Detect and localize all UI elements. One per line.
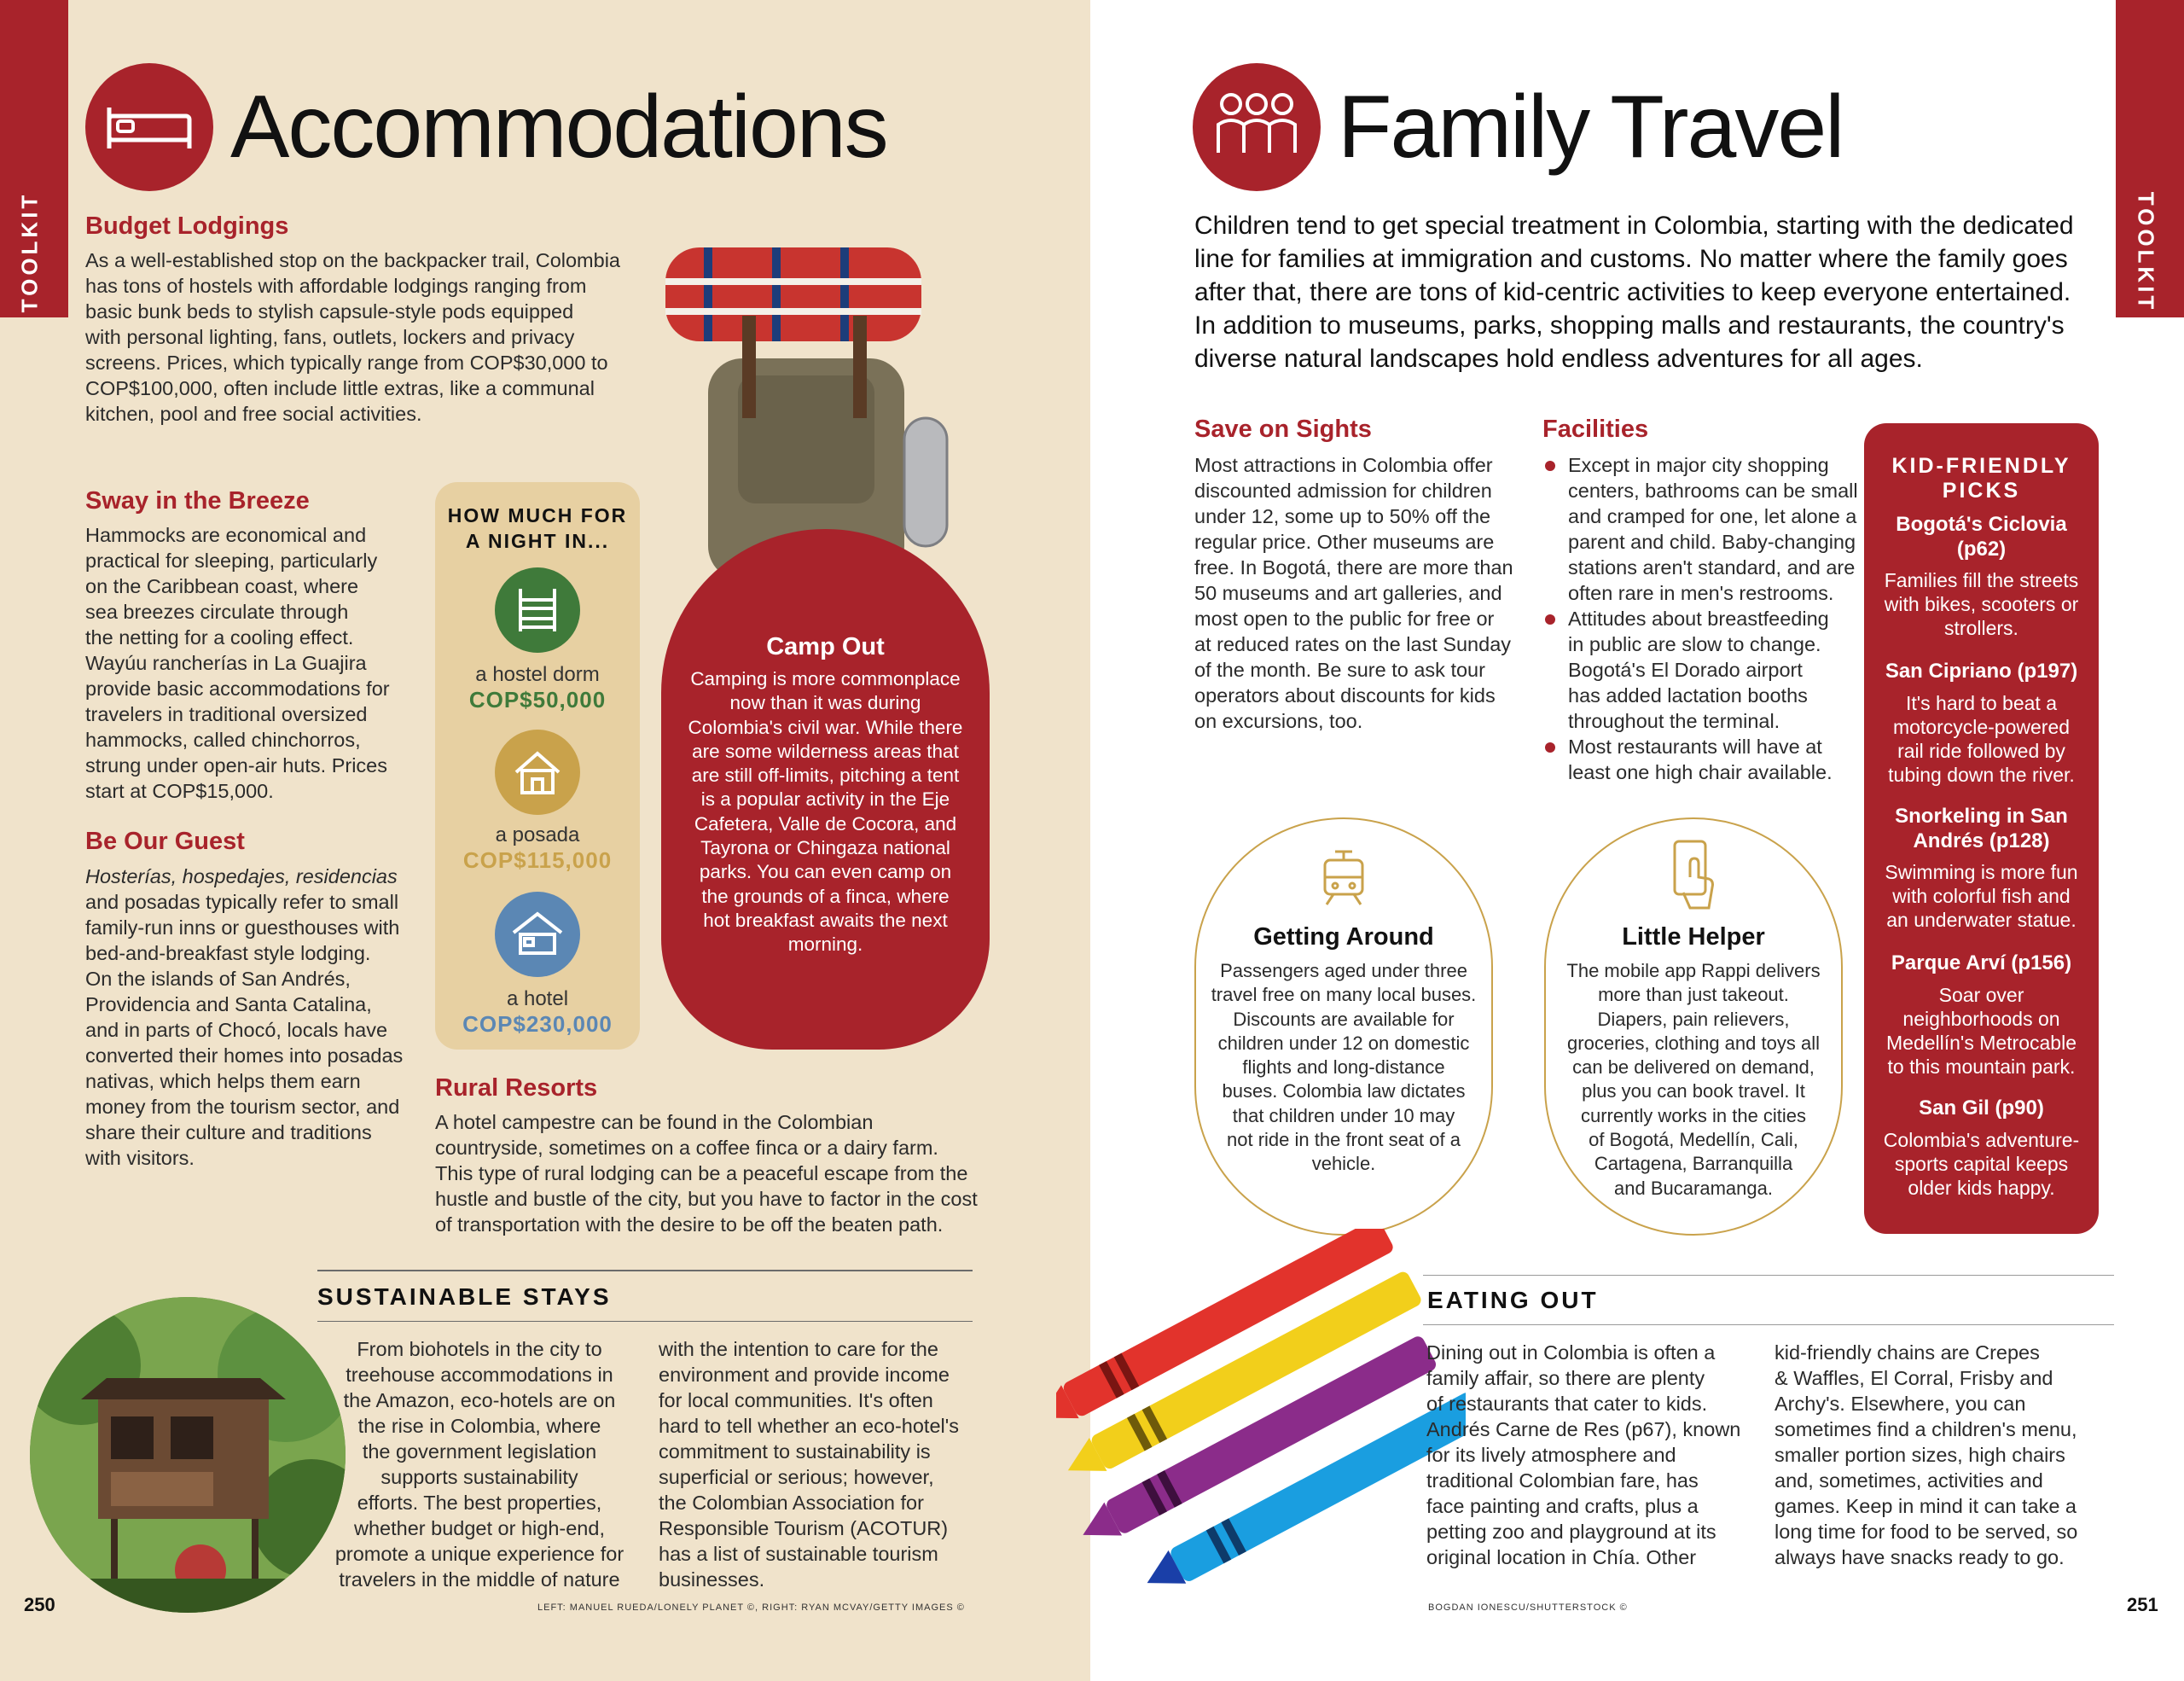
text-line: In addition to museums, parks, shopping malls and restaurants, the country's — [1194, 311, 2065, 340]
text-line: the government legislation — [362, 1440, 597, 1463]
bullet — [1545, 461, 1555, 471]
page-number: 250 — [24, 1594, 55, 1615]
text-line: family-run inns or guesthouses with — [85, 916, 400, 939]
text-line: Colombia's adventure- — [1883, 1129, 2080, 1151]
text-line: Hosterías, hospedajes, residencias — [85, 865, 398, 887]
sights-text — [1194, 452, 1527, 734]
text-line: start at COP$15,000. — [85, 780, 274, 802]
getting-around-heading: Getting Around — [1253, 923, 1434, 951]
toolkit-tab-label: TOOLKIT — [2133, 191, 2159, 313]
text-line: Families fill the streets — [1884, 569, 2079, 591]
text-line: the rise in Colombia, where — [357, 1415, 601, 1437]
text-line: tubing down the river. — [1888, 764, 2075, 786]
text-line: under 12, some up to 50% off the — [1194, 505, 1491, 527]
text-line: The mobile app Rappi delivers — [1566, 960, 1821, 981]
price-value: COP$230,000 — [462, 1011, 613, 1037]
text-line: superficial or serious; however, — [659, 1466, 934, 1488]
text-line: Camping is more commonplace — [690, 668, 961, 689]
little-helper-heading: Little Helper — [1622, 923, 1765, 951]
text-line: It's hard to beat a — [1905, 692, 2057, 714]
title-line: San Cipriano (p197) — [1885, 660, 2078, 683]
little-helper-text — [1546, 959, 1841, 1201]
text-line: to this mountain park. — [1887, 1056, 2076, 1078]
text-line: more than just takeout. — [1598, 984, 1789, 1006]
text-line: whether budget or high-end, — [354, 1517, 605, 1539]
text-line: sometimes find a children's menu, — [1774, 1418, 2077, 1440]
text-line: Archy's. Elsewhere, you can — [1774, 1393, 2026, 1415]
text-line: after that, there are tons of kid-centric activities to keep everyone entertained. — [1194, 278, 2071, 306]
text-line: at reduced rates on the last Sunday — [1194, 633, 1512, 655]
text-line: hot breakfast awaits the next — [703, 909, 948, 931]
text-line: has a list of sustainable tourism — [659, 1543, 938, 1565]
phone-tap-icon — [1659, 835, 1728, 916]
left-page — [0, 0, 1090, 1681]
breeze-heading: Sway in the Breeze — [85, 487, 310, 515]
text-line: Cafetera, Valle de Cocora, and — [694, 812, 957, 835]
text-line: travelers in traditional oversized — [85, 703, 368, 725]
page-number: 251 — [2127, 1594, 2158, 1615]
guest-text — [85, 864, 427, 1171]
text-line: treehouse accommodations in — [346, 1364, 613, 1386]
text-line: flights and long-distance — [1242, 1056, 1445, 1079]
text-line: hammocks, called chinchorros, — [85, 729, 361, 751]
page-title: Accommodations — [230, 78, 887, 177]
text-line: strung under open-air huts. Prices — [85, 754, 387, 777]
text-line: long time for food to be served, so — [1774, 1521, 2078, 1543]
bullet — [1545, 614, 1555, 625]
text-line: with colorful fish and — [1892, 885, 2071, 907]
text-line: Responsible Tourism (ACOTUR) — [659, 1517, 949, 1539]
text-line: line for families at immigration and customs. No matter where the family goes — [1194, 245, 2068, 273]
family-icon — [1193, 63, 1321, 191]
text-line: This type of rural lodging can be a peaceful escape from the — [435, 1162, 968, 1184]
sustainable-col1 — [317, 1336, 642, 1592]
getting-around-text — [1196, 959, 1491, 1177]
price-label: a hostel dorm — [475, 663, 600, 686]
crayons-photo — [1056, 1229, 1466, 1638]
treehouse-photo — [30, 1297, 346, 1613]
text-line: parks. You can even camp on — [699, 861, 952, 883]
text-line: hustle and bustle of the city, but you have to factor in the cost — [435, 1188, 978, 1210]
text-line: on excursions, too. — [1194, 710, 1363, 732]
guest-heading: Be Our Guest — [85, 828, 245, 855]
page-title: Family Travel — [1338, 78, 1844, 177]
text-line: vehicle. — [1311, 1153, 1376, 1175]
text-line: and cramped for one, let alone a — [1568, 505, 1857, 527]
camp-heading: Camp Out — [766, 633, 885, 660]
house-icon — [495, 730, 580, 815]
text-line: sports capital keeps — [1894, 1153, 2069, 1175]
text-line: centers, bathrooms can be small — [1568, 480, 1858, 502]
pick-title — [1864, 951, 2099, 975]
text-line: family affair, so there are plenty — [1426, 1367, 1705, 1389]
pick-text — [1864, 568, 2099, 640]
text-line: free. In Bogotá, there are more than — [1194, 556, 1513, 579]
facilities-bullet-2 — [1568, 606, 1867, 734]
text-line: Tayrona or Chingaza national — [700, 837, 950, 859]
text-line: A hotel campestre can be found in the Colombian — [435, 1111, 874, 1133]
text-line: Soar over — [1938, 984, 2024, 1006]
text-line: kitchen, pool and free social activities. — [85, 403, 422, 425]
text-line: not ride in the front seat of a — [1227, 1129, 1461, 1151]
text-line: Providencia and Santa Catalina, — [85, 993, 372, 1015]
text-line: games. Keep in mind it can take a — [1774, 1495, 2077, 1517]
text-line: operators about discounts for kids — [1194, 684, 1496, 707]
text-line: with personal lighting, fans, outlets, lockers and privacy — [85, 326, 575, 348]
text-line: As a well-established stop on the backpacker trail, Colombia — [85, 249, 620, 271]
text-line: original location in Chía. Other — [1426, 1546, 1697, 1568]
train-icon — [1310, 843, 1378, 911]
text-line: smaller portion sizes, high chairs — [1774, 1444, 2065, 1466]
text-line: currently works in the cities — [1580, 1104, 1807, 1126]
kid-picks-heading — [1864, 454, 2099, 503]
text-line: the Amazon, eco-hotels are on — [343, 1389, 616, 1411]
text-line: environment and provide income — [659, 1364, 950, 1386]
text-line: most open to the public for free or — [1194, 608, 1495, 630]
text-line: promote a unique experience for — [334, 1543, 624, 1565]
divider — [317, 1270, 973, 1271]
camp-out-box — [661, 529, 990, 1050]
text-line: older kids happy. — [1908, 1177, 2055, 1199]
budget-heading: Budget Lodgings — [85, 212, 289, 240]
text-line: the grounds of a finca, where — [701, 885, 950, 907]
price-card-title-line: HOW MUCH FOR — [447, 504, 628, 526]
heading-line: KID-FRIENDLY — [1891, 454, 2071, 478]
camp-text — [661, 667, 990, 957]
sustainable-col2 — [659, 1336, 1000, 1592]
bed-icon — [85, 63, 213, 191]
text-line: plus you can book travel. It — [1582, 1080, 1805, 1102]
text-line: with the intention to care for the — [659, 1338, 938, 1360]
toolkit-tab-label: TOOLKIT — [16, 191, 43, 313]
text-line: throughout the terminal. — [1568, 710, 1780, 732]
little-helper-box — [1544, 817, 1843, 1236]
text-line: travel free on many local buses. — [1211, 984, 1477, 1006]
text-line: Children tend to get special treatment in Colombia, starting with the dedicated — [1194, 212, 2074, 240]
text-line: money from the tourism sector, and — [85, 1096, 400, 1118]
text-line: basic bunk beds to stylish capsule-style pods equipped — [85, 300, 574, 323]
divider — [317, 1321, 973, 1322]
text-line: on the Caribbean coast, where — [85, 575, 359, 597]
price-card-title-line: A NIGHT IN... — [465, 530, 610, 552]
text-line: businesses. — [659, 1568, 765, 1591]
text-line: practical for sleeping, particularly — [85, 550, 378, 572]
text-line: hard to tell whether an eco-hotel's — [659, 1415, 959, 1437]
text-line: an underwater statue. — [1886, 909, 2077, 931]
toolkit-tab-left — [0, 0, 68, 317]
pick-text — [1864, 1128, 2099, 1200]
price-card-title — [435, 503, 640, 554]
text-line: kid-friendly chains are Crepes — [1774, 1341, 2040, 1364]
text-line: Dining out in Colombia is often a — [1426, 1341, 1716, 1364]
text-line: can be delivered on demand, — [1572, 1056, 1815, 1079]
text-line: efforts. The best properties, — [357, 1492, 602, 1514]
text-line: discounted admission for children — [1194, 480, 1492, 502]
text-line: Attitudes about breastfeeding — [1568, 608, 1829, 630]
photo-credit: LEFT: MANUEL RUEDA/LONELY PLANET ©, RIGHT: RYAN MCVAY/GETTY IMAGES © — [537, 1602, 965, 1613]
facilities-bullet-3 — [1568, 734, 1867, 785]
text-line: Medellín's Metrocable — [1886, 1032, 2077, 1054]
price-value: COP$50,000 — [468, 687, 607, 713]
title-line: Parque Arví (p156) — [1891, 951, 2072, 974]
text-line: children under 12 on domestic — [1217, 1032, 1470, 1054]
text-line: On the islands of San Andrés, — [85, 968, 351, 990]
price-label: a hotel — [506, 987, 569, 1010]
budget-text — [85, 247, 648, 427]
text-line: are some wilderness areas that — [692, 740, 959, 762]
text-line: Passengers aged under three — [1220, 960, 1467, 981]
text-line: least one high chair available. — [1568, 761, 1833, 783]
text-line: 50 museums and art galleries, and — [1194, 582, 1502, 604]
title-line: San Gil (p90) — [1919, 1096, 2044, 1120]
text-line: is a popular activity in the Eje — [700, 788, 950, 811]
text-line: Except in major city shopping — [1568, 454, 1829, 476]
pick-title — [1864, 512, 2099, 561]
sights-heading: Save on Sights — [1194, 416, 1372, 443]
text-line: Bogotá's El Dorado airport — [1568, 659, 1803, 681]
text-line: rail ride followed by — [1897, 740, 2065, 762]
rural-text — [435, 1109, 1015, 1237]
getting-around-box — [1194, 817, 1493, 1236]
pick-title — [1864, 1096, 2099, 1120]
pick-text — [1864, 860, 2099, 932]
text-line: provide basic accommodations for — [85, 678, 390, 700]
title-line: Bogotá's Ciclovia — [1896, 513, 2067, 536]
pick-title — [1864, 804, 2099, 853]
facilities-heading: Facilities — [1542, 416, 1649, 443]
text-line: stations aren't standard, and are — [1568, 556, 1856, 579]
text-line: the Colombian Association for — [659, 1492, 924, 1514]
text-line: bed-and-breakfast style lodging. — [85, 942, 371, 964]
price-card — [435, 482, 640, 1050]
text-line: Most attractions in Colombia offer — [1194, 454, 1493, 476]
text-line: for local communities. It's often — [659, 1389, 933, 1411]
text-line: has added lactation booths — [1568, 684, 1808, 707]
text-line: sea breezes circulate through — [85, 601, 349, 623]
text-line: with bikes, scooters or — [1884, 593, 2079, 615]
text-line: now than it was during — [729, 692, 921, 714]
text-line: groceries, clothing and toys all — [1567, 1032, 1820, 1054]
right-page — [1090, 0, 2184, 1681]
text-line: share their culture and traditions — [85, 1121, 372, 1143]
pick-text — [1864, 983, 2099, 1079]
text-line: for its lively atmosphere and — [1426, 1444, 1676, 1466]
text-line: Hammocks are economical and — [85, 524, 367, 546]
text-line: often rare in men's restrooms. — [1568, 582, 1834, 604]
rural-heading: Rural Resorts — [435, 1074, 598, 1102]
divider — [1423, 1275, 2114, 1276]
text-line: that children under 10 may — [1232, 1104, 1455, 1126]
text-line: are still off-limits, pitching a tent — [691, 765, 960, 787]
text-line: and Bucaramanga. — [1614, 1177, 1773, 1199]
text-line: face painting and crafts, plus a — [1426, 1495, 1699, 1517]
toolkit-tab-right — [2116, 0, 2184, 317]
eating-heading: EATING OUT — [1427, 1287, 1599, 1313]
text-line: petting zoo and playground at its — [1426, 1521, 1716, 1543]
text-line: screens. Prices, which typically range from COP$30,000 to — [85, 352, 608, 374]
text-line: of Bogotá, Medellín, Cali, — [1589, 1129, 1798, 1151]
divider — [1423, 1324, 2114, 1325]
text-line: always have snacks ready to go. — [1774, 1546, 2065, 1568]
text-line: converted their homes into posadas — [85, 1044, 404, 1067]
text-line: Discounts are available for — [1233, 1008, 1455, 1030]
text-line: in public are slow to change. — [1568, 633, 1821, 655]
text-line: of the month. Be sure to ask tour — [1194, 659, 1485, 681]
text-line: Wayúu rancherías in La Guajira — [85, 652, 367, 674]
text-line: regular price. Other museums are — [1194, 531, 1495, 553]
text-line: of transportation with the desire to be off the beaten path. — [435, 1213, 944, 1236]
text-line: commitment to sustainability is — [659, 1440, 931, 1463]
text-line: & Waffles, El Corral, Frisby and — [1774, 1367, 2053, 1389]
eating-col2 — [1774, 1340, 2116, 1570]
text-line: the netting for a cooling effect. — [85, 626, 354, 649]
text-line: countryside, sometimes on a coffee finca or a dairy farm. — [435, 1137, 938, 1159]
price-value: COP$115,000 — [462, 847, 613, 873]
text-line: morning. — [787, 934, 863, 956]
text-line: motorcycle-powered — [1892, 716, 2071, 738]
text-line: diverse natural landscapes hold endless adventures for all ages. — [1194, 345, 1923, 373]
price-label: a posada — [495, 823, 580, 846]
pick-title — [1864, 659, 2099, 683]
text-line: Andrés Carne de Res (p67), known — [1426, 1418, 1741, 1440]
text-line: From biohotels in the city to — [357, 1338, 602, 1360]
title-line: Andrés (p128) — [1913, 829, 2050, 852]
photo-credit: BOGDAN IONESCU/SHUTTERSTOCK © — [1428, 1602, 1628, 1613]
breeze-text — [85, 522, 427, 804]
heading-line: PICKS — [1942, 479, 2021, 503]
text-line: of restaurants that cater to kids. — [1426, 1393, 1708, 1415]
text-line: Diapers, pain relievers, — [1597, 1008, 1790, 1030]
text-line: supports sustainability — [380, 1466, 578, 1488]
text-line: has tons of hostels with affordable lodgings ranging from — [85, 275, 587, 297]
text-line: and, sometimes, activities and — [1774, 1469, 2043, 1492]
text-line: COP$100,000, often include little extras, like a communal — [85, 377, 595, 399]
text-line: traditional Colombian fare, has — [1426, 1469, 1699, 1492]
bullet — [1545, 742, 1555, 753]
text-line: neighborhoods on — [1902, 1008, 2060, 1030]
title-line: (p62) — [1956, 538, 2007, 561]
text-line: strollers. — [1944, 617, 2018, 639]
text-line: parent and child. Baby-changing — [1568, 531, 1856, 553]
sustainable-heading: SUSTAINABLE STAYS — [317, 1283, 612, 1310]
eating-col1 — [1426, 1340, 1768, 1570]
text-line: Colombia's civil war. While there — [688, 716, 963, 738]
hotel-bed-icon — [495, 892, 580, 977]
text-line: buses. Colombia law dictates — [1222, 1080, 1466, 1102]
text-line: with visitors. — [85, 1147, 195, 1169]
pick-text — [1864, 691, 2099, 787]
text-line: Swimming is more fun — [1885, 861, 2078, 883]
intro-text — [1194, 209, 2099, 375]
kid-friendly-picks — [1864, 423, 2099, 1234]
facilities-bullet-1 — [1568, 452, 1867, 606]
title-line: Snorkeling in San — [1895, 805, 2068, 828]
bunk-bed-icon — [495, 567, 580, 653]
text-line: and in parts of Chocó, locals have — [85, 1019, 388, 1041]
text-line: nativas, which helps them earn — [85, 1070, 361, 1092]
text-line: Most restaurants will have at — [1568, 736, 1822, 758]
text-line: travelers in the middle of nature — [339, 1568, 620, 1591]
text-line: and posadas typically refer to small — [85, 891, 399, 913]
text-line: Cartagena, Barranquilla — [1594, 1153, 1793, 1175]
